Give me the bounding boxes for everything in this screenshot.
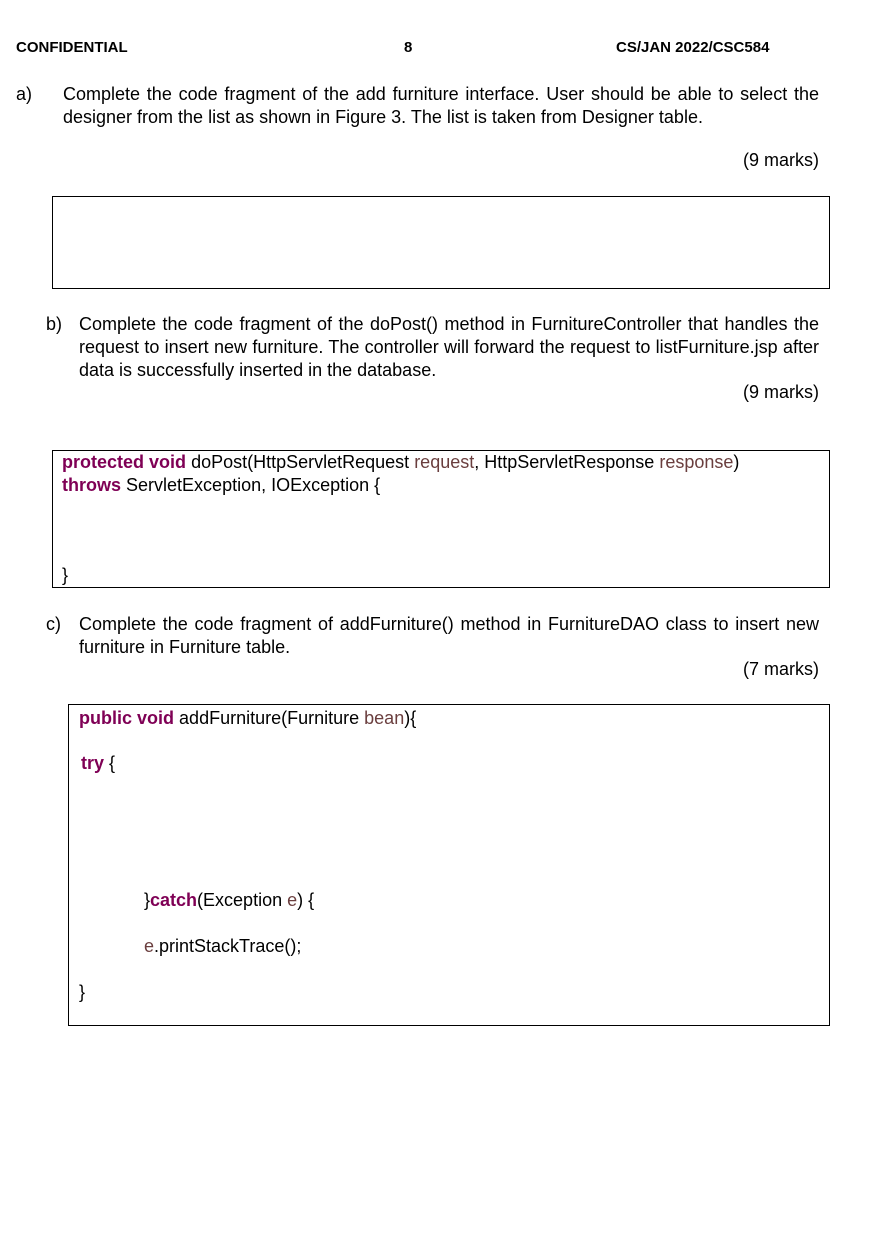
dopost-throws [62,474,380,497]
catch-variable: e [287,890,298,910]
question-a-text: Complete the code fragment of the add furniture interface. User should be able to select the designer from the list as shown in Figure 3. The list is taken from Designer table. [63,84,819,127]
dopost-close-brace: } [62,565,69,585]
dopost-signature [62,451,739,474]
keyword-try: try [81,753,105,773]
question-c-marks: (7 marks) [743,659,819,679]
try-line [81,752,115,775]
addfurniture-signature [79,707,416,730]
question-a-label: a) [16,84,33,104]
trace-call: .printStackTrace(); [154,936,302,956]
answer-box-b [52,450,830,588]
answer-box-c [68,704,830,1026]
try-brace: { [109,753,116,773]
addfurniture-close-brace: } [79,982,86,1002]
param-request: request [414,452,475,472]
exception-list: ServletException, IOException { [126,475,381,495]
keyword-protected: protected [62,452,145,472]
open-brace: ){ [404,708,417,728]
catch-end: ) { [297,890,315,910]
question-b-text: Complete the code fragment of the doPost() method in FurnitureController that handles the request to insert new furniture. The controller will forward the request to listFurniture.jsp after data is successfully inserted in the database. [79,314,819,380]
header-left: CONFIDENTIAL [16,39,128,56]
print-stack-trace-line [144,935,301,958]
close-paren: ) [733,452,740,472]
question-c-label: c) [46,614,61,634]
keyword-throws: throws [62,475,122,495]
header-right: CS/JAN 2022/CSC584 [616,39,770,56]
question-c-text: Complete the code fragment of addFurniture() method in FurnitureDAO class to insert new furniture in Furniture table. [79,614,819,657]
keyword-void: void [149,452,187,472]
param-bean: bean [364,708,405,728]
keyword-public: public [79,708,132,728]
question-a-marks: (9 marks) [743,150,819,170]
question-b-label: b) [46,314,63,334]
param-response: response [659,452,734,472]
signature-middle: , HttpServletResponse [474,452,655,472]
answer-box-a [52,196,830,289]
catch-line [144,889,314,912]
catch-signature: (Exception [197,890,283,910]
method-name: addFurniture(Furniture [179,708,360,728]
method-name: doPost(HttpServletRequest [191,452,410,472]
keyword-catch: catch [150,890,198,910]
trace-variable: e [144,936,155,956]
page-number: 8 [404,39,413,56]
catch-close-brace: } [144,890,151,910]
question-b-marks: (9 marks) [743,382,819,402]
keyword-void: void [137,708,175,728]
